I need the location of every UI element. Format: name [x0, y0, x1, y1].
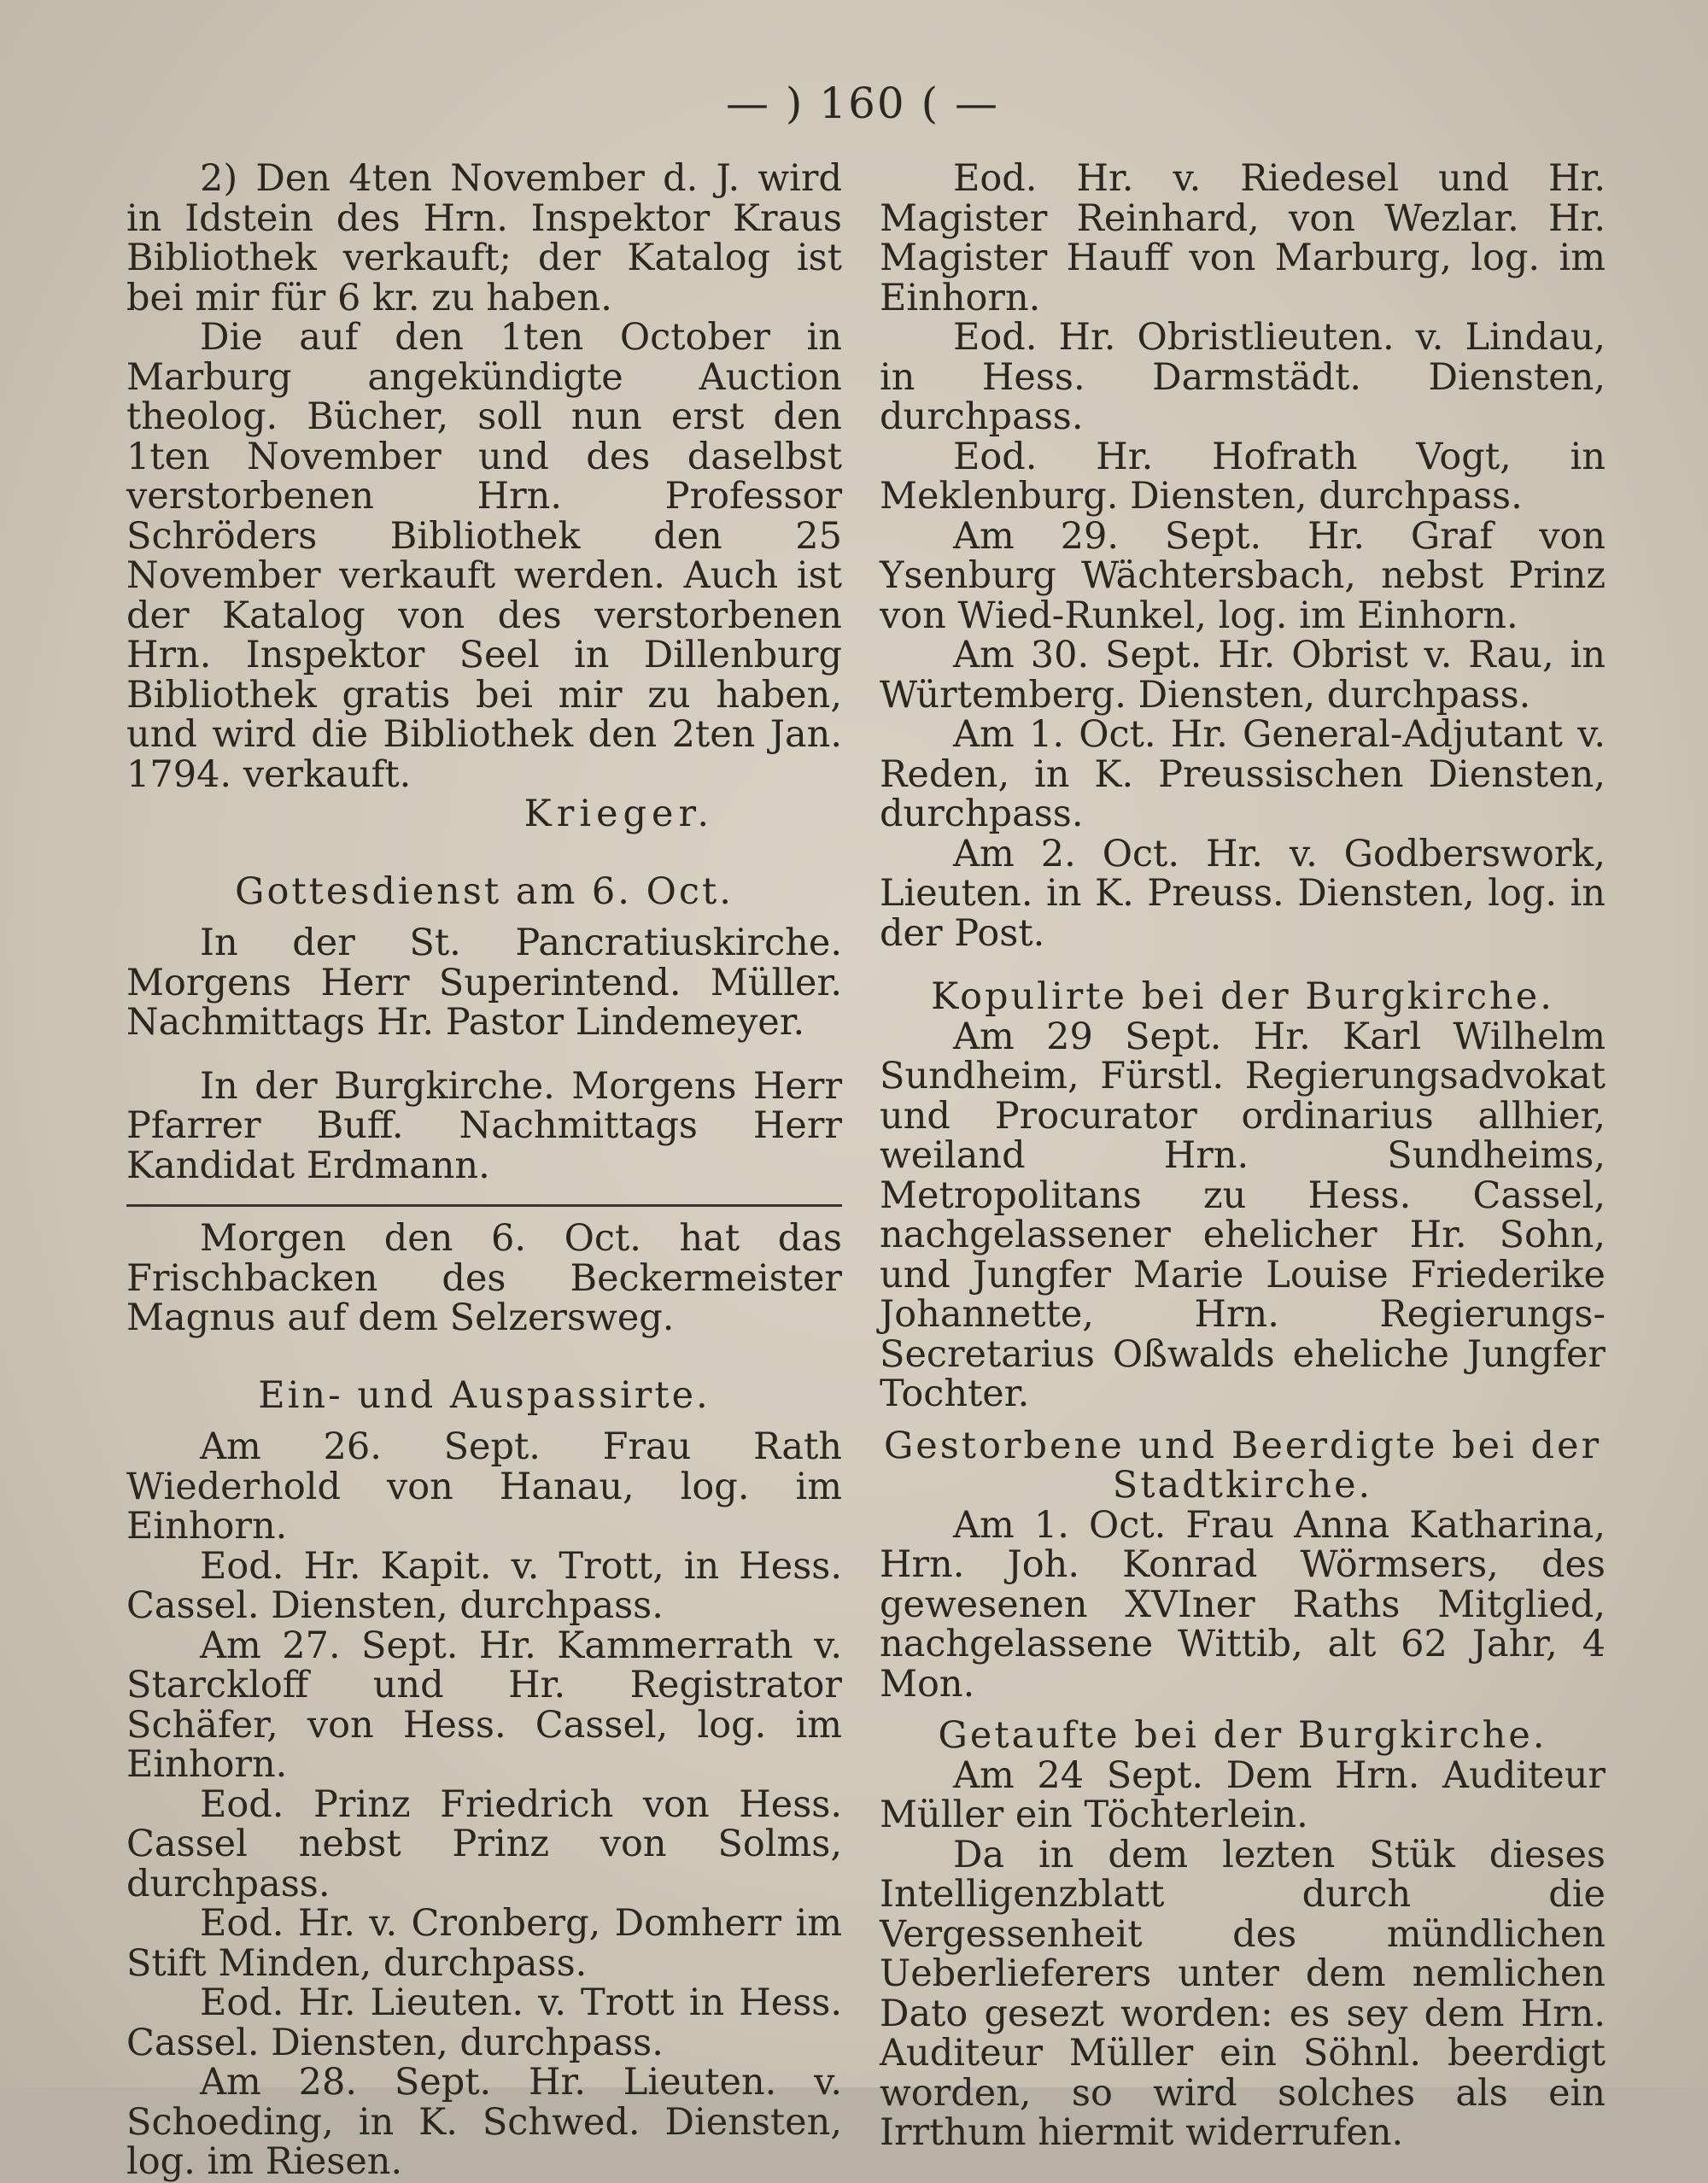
traveler-entry: Am 1. Oct. Hr. General-Adjutant v. Reden, in K. Preussischen Diensten, durchpass.	[880, 713, 1606, 835]
traveler-entry: Eod. Hr. Lieuten. v. Trott in Hess. Cassel. Diensten, durchpass.	[126, 1981, 842, 2064]
heading-gottesdienst: Gottesdienst am 6. Oct.	[235, 869, 734, 913]
traveler-entry: Eod. Hr. Hofrath Vogt, in Meklenburg. Diensten, durchpass.	[880, 435, 1606, 518]
traveler-entry: Am 2. Oct. Hr. v. Godberswork, Lieuten. in K. Preuss. Diensten, log. in der Post.	[880, 832, 1606, 955]
traveler-entry: Am 27. Sept. Hr. Kammerrath v. Starckloff und Hr. Registrator Schäfer, von Hess. Cassel, log. im Einhorn.	[126, 1624, 842, 1786]
traveler-entry: Eod. Hr. v. Cronberg, Domherr im Stift Minden, durchpass.	[126, 1902, 842, 1985]
marriage-entry: Am 29 Sept. Hr. Karl Wilhelm Sundheim, Fürstl. Regierungsadvokat und Procurator ordinarius allhier, weiland Hrn. Sundheims, Metropolitans zu Hess. Cassel, nachgelassener ehelicher Hr. Sohn, und Jungfer Marie Louise Friederike Johannette, Hrn. Regierungs-Secretarius Oßwalds eheliche Jungfer Tochter.	[880, 1015, 1606, 1415]
traveler-entry: Am 30. Sept. Hr. Obrist v. Rau, in Würtemberg. Diensten, durchpass.	[880, 634, 1606, 717]
traveler-entry: Eod. Hr. Kapit. v. Trott, in Hess. Cassel. Diensten, durchpass.	[126, 1544, 842, 1627]
death-entry: Am 1. Oct. Frau Anna Katharina, Hrn. Joh. Konrad Wörmsers, des gewesenen XVIner Raths Mitglied, nachgelassene Wittib, alt 62 Jahr, 4 Mon.	[880, 1503, 1606, 1706]
service-pancratiuskirche: In der St. Pancratiuskirche. Morgens Herr Superintend. Müller. Nachmittags Hr. Pastor Lindemeyer.	[126, 922, 842, 1044]
left-column	[126, 159, 842, 2182]
signature-krieger: Krieger.	[524, 793, 714, 835]
service-burgkirche: In der Burgkirche. Morgens Herr Pfarrer Buff. Nachmittags Herr Kandidat Erdmann.	[126, 1064, 842, 1187]
baptism-entry: Am 24 Sept. Dem Hrn. Auditeur Müller ein Töchterlein.	[880, 1753, 1606, 1836]
bakery-notice: Morgen den 6. Oct. hat das Frischbacken des Beckermeister Magnus auf dem Selzersweg.	[126, 1217, 842, 1339]
traveler-entry: Am 29. Sept. Hr. Graf von Ysenburg Wächtersbach, nebst Prinz von Wied-Runkel, log. im Einhorn.	[880, 514, 1606, 637]
section-divider	[126, 1204, 842, 1207]
auction-notice-marburg: Die auf den 1ten October in Marburg angekündigte Auction theolog. Bücher, soll nun erst den 1ten November und des daselbst verstorbenen Hrn. Professor Schröders Bibliothek den 25 November verkauft werden. Auch ist der Katalog von des verstorbenen Hrn. Inspektor Seel in Dillenburg Bibliothek gratis bei mir zu haben, und wird die Bibliothek den 2ten Jan. 1794. verkauft.	[126, 316, 842, 796]
traveler-entry: Eod. Prinz Friedrich von Hess. Cassel nebst Prinz von Solms, durchpass.	[126, 1782, 842, 1905]
traveler-entry: Eod. Hr. v. Riedesel und Hr. Magister Reinhard, von Wezlar. Hr. Magister Hauff von Marburg, log. im Einhorn.	[880, 157, 1606, 319]
traveler-entry: Eod. Hr. Obristlieuten. v. Lindau, in Hess. Darmstädt. Diensten, durchpass.	[880, 316, 1606, 438]
heading-gestorbene: Gestorbene und Beerdigte bei der Stadtkirche.	[883, 1424, 1602, 1507]
heading-ein-und-auspassirte: Ein- und Auspassirte.	[258, 1373, 711, 1417]
heading-getaufte: Getaufte bei der Burgkirche.	[938, 1714, 1547, 1757]
correction-notice: Da in dem lezten Stük dieses Intelligenzblatt durch die Vergessenheit des mündlichen Ueberlieferers unter dem nemlichen Dato gesezt worden: es sey dem Hrn. Auditeur Müller ein Söhnl. beerdigt worden, so wird solches als ein Irrthum hiermit widerrufen.	[880, 1833, 1606, 2154]
heading-kopulirte: Kopulirte bei der Burgkirche.	[931, 975, 1554, 1018]
traveler-entry: Am 28. Sept. Hr. Lieuten. v. Schoeding, in K. Schwed. Diensten, log. im Riesen.	[126, 2061, 842, 2183]
traveler-entry: Am 26. Sept. Frau Rath Wiederhold von Hanau, log. im Einhorn.	[126, 1425, 842, 1548]
auction-notice-idstein: 2) Den 4ten November d. J. wird in Idstein des Hrn. Inspektor Kraus Bibliothek verkauft; der Katalog ist bei mir für 6 kr. zu haben.	[126, 157, 842, 319]
page-number: — ) 160 ( —	[725, 79, 1000, 128]
right-column	[880, 159, 1606, 2153]
